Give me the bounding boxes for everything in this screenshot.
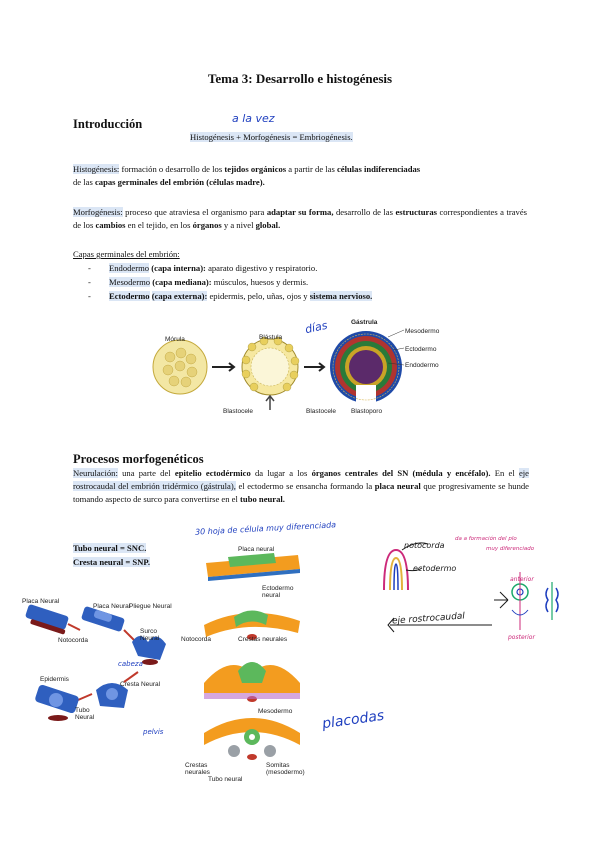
capa-extra: sistema nervioso. — [309, 291, 373, 301]
fig3-label-tubo: Tubo neural — [208, 776, 243, 783]
embryo-stages-figure — [148, 315, 448, 425]
cresta-text: Cresta neural = SNP. — [73, 557, 150, 567]
label-endodermo: Endodermo — [405, 362, 439, 369]
sketch-label-posterior: posterior — [508, 634, 535, 641]
capa-name: Ectodermo — [109, 291, 150, 301]
sketch-label-ectodermo: ectodermo — [413, 564, 457, 573]
procesos-heading: Procesos morfogenéticos — [73, 452, 204, 466]
histo-bold: tejidos orgánicos — [224, 164, 287, 174]
stage-1 — [25, 604, 69, 635]
fig3-label-somitas: Somitas (mesodermo) — [266, 762, 305, 776]
capa-name: Endodermo — [109, 263, 150, 273]
neur-bold: epitelio ectodérmico — [174, 468, 251, 478]
fig3-label-placa: Placa neural — [238, 546, 275, 553]
fig2-label-epidermis: Epidermis — [40, 676, 69, 683]
intro-heading: Introducción — [73, 117, 143, 131]
morfogenesis-paragraph — [73, 206, 527, 232]
label-blastocele-1: Blastocele — [223, 408, 253, 415]
morfo-bold: adaptar su forma, — [266, 207, 334, 217]
label-blastocele-2: Blastocele — [306, 408, 336, 415]
histo-term: Histogénesis: — [73, 164, 120, 174]
cresta-neural-line — [73, 556, 150, 569]
morfo-term: Morfogénesis: — [73, 207, 123, 217]
embryo-sketch-2 — [546, 582, 558, 620]
fig2-label-surco: Surco Neural — [140, 628, 160, 642]
fig2-label-notocorda: Notocorda — [58, 637, 88, 644]
capa-qual: (capa interna): — [151, 263, 206, 273]
layer-stage-1 — [206, 553, 300, 581]
morfo-bold: cambios — [95, 220, 126, 230]
neur-text: el ectodermo se ensancha formando la — [235, 481, 375, 491]
morfo-text: en el tejido, en los — [125, 220, 193, 230]
label-ectodermo: Ectodermo — [405, 346, 437, 353]
neur-bold: órganos centrales del SN (médula y encéfalo). — [311, 468, 491, 478]
neurulation-figure-middle — [188, 533, 323, 793]
arrow-icon — [304, 363, 324, 371]
neur-term: Neurulación: — [73, 468, 118, 478]
neur-text: da lugar a los — [250, 468, 312, 478]
fig2-label-cresta: Cresta Neural — [120, 681, 161, 688]
label-gastrula: Gástrula — [351, 319, 378, 326]
neur-text: En el — [490, 468, 519, 478]
blastula-drawing — [242, 337, 299, 395]
capa-item-mesodermo: - Mesodermo (capa mediana): músculos, huesos y dermis. — [88, 277, 309, 287]
morfo-bold: órganos — [192, 220, 222, 230]
sketch-note-1: da a formación del plo — [455, 536, 517, 542]
fig2-handnote-cabeza: cabeza — [118, 660, 143, 668]
histo-bold: células indiferenciadas — [336, 164, 421, 174]
histogenesis-paragraph — [73, 163, 527, 189]
page-title: Tema 3: Desarrollo e histogénesis — [207, 71, 393, 86]
capa-desc: músculos, huesos y dermis. — [211, 277, 309, 287]
tubo-neural-line — [73, 542, 146, 555]
label-morula: Mórula — [165, 336, 185, 343]
capa-item-endodermo: - Endodermo (capa interna): aparato digestivo y respiratorio. — [88, 263, 318, 273]
gastrula-drawing — [330, 331, 402, 405]
morula-drawing — [153, 340, 207, 394]
handnote-a-la-vez: a la vez — [232, 112, 275, 125]
histo-bold: capas germinales del embrión (células madre). — [94, 177, 265, 187]
fig3-label-ectodermo: Ectodermo neural — [262, 585, 294, 599]
layer-stage-4 — [204, 718, 300, 760]
histo-text: formación o desarrollo de los — [119, 164, 225, 174]
fig2-label-placa: Placa Neural — [22, 598, 60, 605]
capa-name: Mesodermo — [109, 277, 151, 287]
neurulacion-paragraph — [73, 467, 529, 506]
fig3-label-crestas-2: Crestas neurales — [185, 762, 210, 776]
capa-qual: (capa mediana): — [152, 277, 212, 287]
layer-stage-3 — [204, 662, 300, 702]
handnote-dias: días — [303, 318, 329, 337]
capas-heading: Capas germinales del embrión: — [73, 249, 180, 259]
fig2-label-tubo: Tubo Neural — [75, 707, 95, 721]
morfo-bold: global. — [255, 220, 281, 230]
sketch-note-2: muy diferenciado — [486, 546, 535, 552]
histo-text: de las — [73, 177, 95, 187]
morfo-text: y a nivel — [221, 220, 256, 230]
morfo-bold: estructuras — [395, 207, 437, 217]
sketch-label-anterior: anterior — [510, 576, 534, 583]
capa-qual: (capa externa): — [151, 291, 208, 301]
fig3-label-crestas: Crestas neurales — [238, 636, 288, 643]
tubo-text: Tubo neural = SNC. — [73, 543, 147, 553]
sketch-label-notocorda: notocorda — [404, 541, 445, 550]
neur-text: una parte del — [117, 468, 175, 478]
fig3-label-mesodermo: Mesodermo — [258, 708, 293, 715]
histo-text: a partir de las — [286, 164, 337, 174]
neur-bold: placa neural — [374, 481, 421, 491]
stage-5 — [34, 684, 80, 721]
sketch-label-eje: eje rostrocaudal — [391, 611, 466, 627]
arrow-icon — [212, 363, 234, 371]
fig2-label-pliegue: Pliegue Neural — [129, 603, 172, 610]
morfo-text: desarrollo de las — [333, 207, 396, 217]
capa-desc: epidermis, pelo, uñas, ojos y — [207, 291, 310, 301]
label-mesodermo: Mesodermo — [405, 328, 440, 335]
formula: Histogénesis + Morfogénesis = Embriogénesis. — [190, 132, 353, 142]
fig3-label-notocorda: Notocorda — [181, 636, 211, 643]
formula-line — [190, 131, 353, 144]
neur-bold: tubo neural. — [240, 494, 285, 504]
capa-item-ectodermo: - Ectodermo (capa externa): epidermis, pelo, uñas, ojos y sistema nervioso. — [88, 291, 373, 301]
capa-desc: aparato digestivo y respiratorio. — [205, 263, 318, 273]
morfo-text: correspondientes a través de los — [73, 207, 527, 230]
handnote-placodas: placodas — [321, 707, 386, 733]
label-blastula: Blástula — [259, 334, 283, 341]
label-blastoporo: Blastoporo — [351, 408, 383, 415]
arrow-up-icon — [266, 396, 274, 410]
neur-highlight: eje rostrocaudal del embrión tridérmico (gástrula), — [73, 468, 529, 491]
neur-text: que progresivamente se hunde tomando aspecto de surco para convertirse en el — [73, 481, 529, 504]
fig2-label-placa-2: Placa Neural — [93, 603, 131, 610]
morfo-text: proceso que atraviesa el organismo para — [122, 207, 267, 217]
fig2-handnote-pelvis: pelvis — [143, 728, 164, 736]
handnote-30-hoja: 30 hoja de célula muy diferenciada — [194, 520, 337, 537]
neurulation-figure-left — [20, 590, 185, 750]
